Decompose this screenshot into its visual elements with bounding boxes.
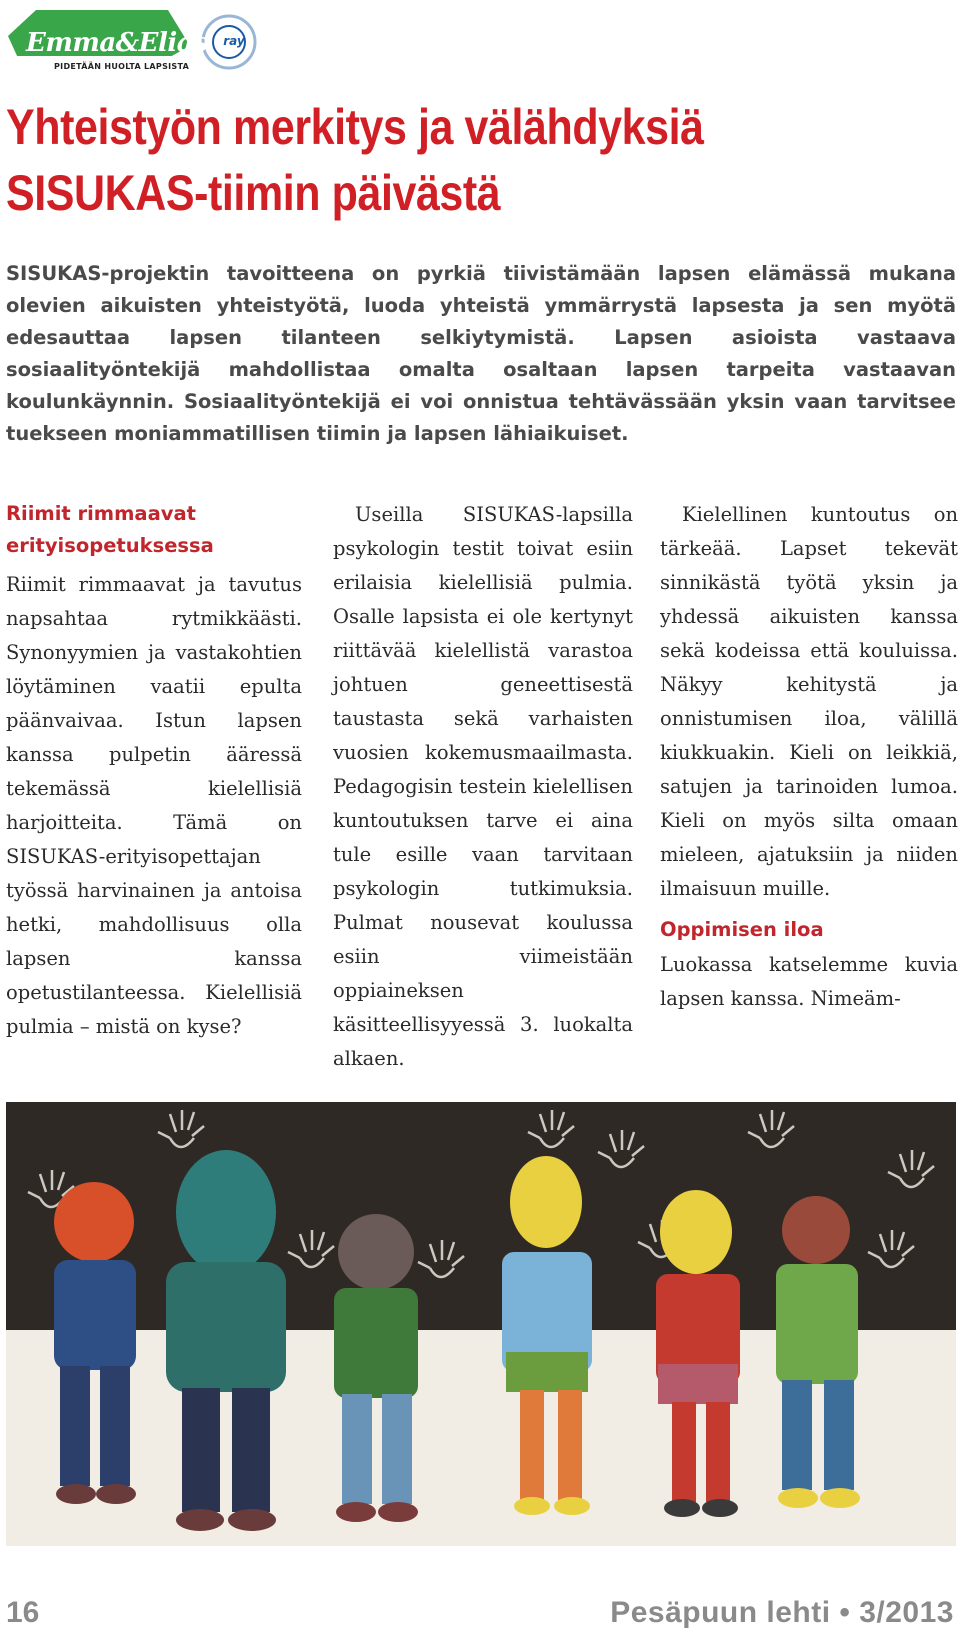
lead-paragraph: SISUKAS-projektin tavoitteena on pyrkiä tiivistämään lapsen elämässä mukana olevien aikuisten yhteistyötä, luoda yhteistä ymmärrystä lapsesta ja sen myötä edesauttaa lapsen tilanteen selkiytymistä. Lapsen asioista vastaava sosiaalityöntekijä mahdollistaa omalta osaltaan lapsen tarpeita vastaavan koulunkäynnin. Sosiaalityöntekijä ei voi onnistua tehtävässään yksin vaan tarvitsee tuekseen moniammatillisen tiimin ja lapsen lähiaikuiset. [6,262,956,445]
childrens-drawing-illustration [6,1102,956,1546]
column-1-text: Riimit rimmaavat ja tavutus napsahtaa rytmikkäästi. Synonyymien ja vastakohtien löytäminen vaatii epulta päänvaivaa. Istun lapsen kanssa pulpetin ääressä tekemässä kielellisiä harjoitteita. Tämä on SISUKAS-erityisopettajan työssä harvinainen ja antoisa hetki, mahdollisuus olla lapsen kanssa opetustilanteessa. Kielellisiä pulmia – mistä on kyse? [6,573,302,1038]
subheading-oppimisen-iloa: Oppimisen iloa [660,918,824,941]
column-1 [6,498,302,1044]
column-3-text: Kielellinen kuntoutus on tärkeää. Lapset tekevät sinnikästä työtä yksin ja yhdessä aikuisten kanssa sekä kodeissa että kouluissa. Näkyy kehitystä ja onnistumisen iloa, välillä kiukkuakin. Kieli on leikkiä, satujen ja tarinoiden lumoa. Kieli on myös silta omaan mieleen, ajatuksiin ja niiden ilmaisuun muille. [660,503,958,900]
column-3 [660,498,958,1016]
title-line-1: Yhteistyön merkitys ja välähdyksiä [6,99,704,155]
logo-tagline: PIDETÄÄN HUOLTA LAPSISTA [54,62,190,71]
subheading-riimit: Riimit rimmaavat erityisopetuksessa [6,502,214,557]
article-title [6,94,704,226]
emma-elias-logo [8,6,258,78]
logo-wordmark: Emma&Elias [26,28,208,58]
page-number: 16 [6,1596,40,1629]
column-2-text: Useilla SISUKAS-lapsilla psykologin testit toivat esiin erilaisia kielellisiä pulmia. Osalle lapsista ei ole kertynyt riittävää kielellistä varastoa johtuen geneettisestä taustasta sekä varhaisten vuosien kokemusmaailmasta. Pedagogisin testein kielellisen kuntoutuksen tarve ei aina tule esille vaan tarvitaan psykologin tutkimuksia. Pulmat nousevat koulussa esiin viimeistään oppiaineksen käsitteellisyyessä 3. luokalta alkaen. [333,503,633,1070]
publication-issue: Pesäpuun lehti • 3/2013 [610,1596,954,1629]
ray-badge: ray [223,34,245,48]
title-line-2: SISUKAS-tiimin päivästä [6,165,501,221]
column-2 [333,498,633,1076]
column-3-text-2: Luokassa katselemme kuvia lapsen kanssa. Nimeäm- [660,953,958,1010]
